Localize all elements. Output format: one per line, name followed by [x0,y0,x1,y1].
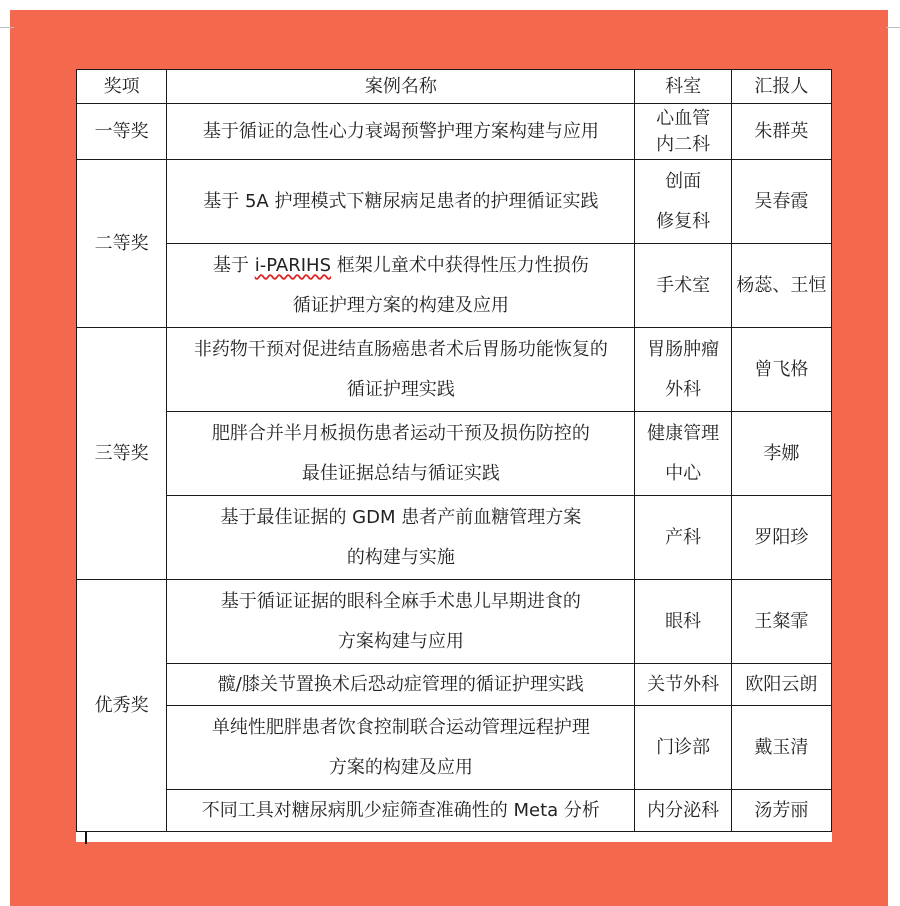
table-row [77,160,832,244]
reporter-cell: 吴春霞 [731,160,831,244]
case-line: 基于 5A 护理模式下糖尿病足患者的护理循证实践 [203,190,599,212]
case-cell [167,580,635,664]
reporter-cell: 罗阳珍 [731,496,831,580]
table-row [77,664,832,706]
dept-line: 中心 [665,462,702,484]
header-row [77,70,832,104]
award-cell: 一等奖 [77,104,167,160]
crop-mark [0,27,14,28]
dept-cell [635,104,731,160]
dept-line: 修复科 [656,210,711,232]
table-row [77,706,832,790]
case-cell: 髋/膝关节置换术后恐动症管理的循证护理实践 [167,664,635,706]
table-row [77,790,832,832]
case-cell [167,706,635,790]
case-text-prefix: 基于 [212,254,255,276]
table-row [77,328,832,412]
reporter-cell: 李娜 [731,412,831,496]
case-cell [167,412,635,496]
case-line: 最佳证据总结与循证实践 [301,462,500,484]
dept-cell: 产科 [635,496,731,580]
case-line: 基于循证的急性心力衰竭预警护理方案构建与应用 [202,120,599,142]
award-table-container [76,69,832,842]
dept-line: 心血管 [656,107,711,129]
dept-cell [635,160,731,244]
case-line: 非药物干预对促进结直肠癌患者术后胃肠功能恢复的 [193,338,608,360]
dept-line: 内二科 [656,133,711,155]
table-row [77,104,832,160]
header-reporter: 汇报人 [731,70,831,104]
case-line: 循证护理实践 [346,378,455,400]
case-line: 的构建与实施 [346,546,455,568]
case-cell: 不同工具对糖尿病肌少症筛查准确性的 Meta 分析 [167,790,635,832]
dept-line: 创面 [665,170,702,192]
reporter-cell: 王粲霏 [731,580,831,664]
award-cell: 优秀奖 [77,580,167,832]
dept-cell [635,412,731,496]
dept-cell: 眼科 [635,580,731,664]
table-row [77,496,832,580]
dept-cell: 手术室 [635,244,731,328]
header-department: 科室 [635,70,731,104]
dept-line: 胃肠肿瘤 [647,338,720,360]
header-award: 奖项 [77,70,167,104]
reporter-cell: 曾飞格 [731,328,831,412]
award-table [76,69,832,832]
reporter-cell: 汤芳丽 [731,790,831,832]
crop-mark [886,27,900,28]
case-cell [167,328,635,412]
text-cursor [85,832,87,844]
award-cell: 二等奖 [77,160,167,328]
case-cell [167,496,635,580]
reporter-cell: 朱群英 [731,104,831,160]
reporter-cell: 杨蕊、王恒 [731,244,831,328]
table-row [77,244,832,328]
header-case-name: 案例名称 [167,70,635,104]
award-cell: 三等奖 [77,328,167,580]
case-line: 方案的构建及应用 [328,756,473,778]
reporter-cell: 戴玉清 [731,706,831,790]
table-row [77,580,832,664]
case-line: 基于循证证据的眼科全麻手术患儿早期进食的 [220,590,581,612]
case-line [171,246,630,286]
dept-cell: 门诊部 [635,706,731,790]
dept-line: 外科 [665,378,702,400]
case-cell [167,244,635,328]
dept-line: 健康管理 [647,422,720,444]
case-line: 循证护理方案的构建及应用 [292,294,509,316]
dept-cell [635,328,731,412]
case-line: 基于最佳证据的 GDM 患者产前血糖管理方案 [220,506,582,528]
reporter-cell: 欧阳云朗 [731,664,831,706]
case-line: 单纯性肥胖患者饮食控制联合运动管理远程护理 [211,716,590,738]
case-line: 方案构建与应用 [337,630,464,652]
case-cell [167,160,635,244]
case-cell [167,104,635,160]
case-line: 肥胖合并半月板损伤患者运动干预及损伤防控的 [211,422,590,444]
case-text-suffix: 框架儿童术中获得性压力性损伤 [331,254,589,276]
dept-cell: 内分泌科 [635,790,731,832]
spellcheck-underlined-term: i-PARIHS [254,254,331,276]
dept-cell: 关节外科 [635,664,731,706]
table-row [77,412,832,496]
